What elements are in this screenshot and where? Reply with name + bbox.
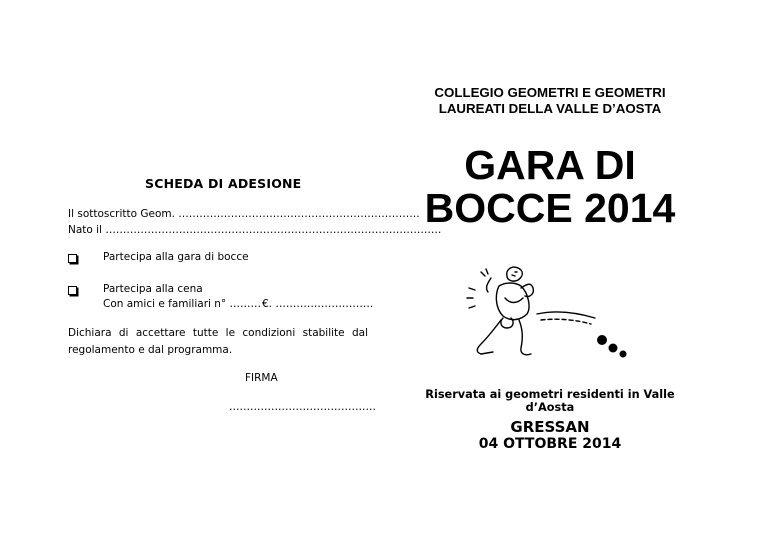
event-title-line-2: BOCCE 2014 — [424, 185, 676, 231]
event-subtitle: Riservata ai geometri residenti in Valle d’Aosta — [425, 388, 675, 414]
organizer-line-1: COLLEGIO GEOMETRI E GEOMETRI — [434, 85, 666, 100]
bocce-ball-icon — [609, 344, 618, 353]
event-date: 04 OTTOBRE 2014 — [478, 436, 622, 452]
name-field-line: Il sottoscritto Geom. …………………………………………………………… — [68, 208, 420, 220]
event-title — [410, 144, 690, 230]
event-location: GRESSAN — [510, 418, 590, 436]
birth-field-line: Nato il …………………………………………………………………………………… — [68, 224, 442, 236]
bocce-ball-icon — [597, 335, 607, 345]
checkbox-icon — [68, 254, 77, 263]
signature-line: …………………………………… — [229, 401, 376, 413]
option-bocce-label: Partecipa alla gara di bocce — [103, 251, 249, 263]
event-title-line-1: GARA DI — [464, 142, 636, 188]
checkbox-icon — [68, 286, 77, 295]
signature-label: FIRMA — [245, 372, 278, 384]
form-title: SCHEDA DI ADESIONE — [145, 176, 302, 191]
bocce-player-illustration — [455, 258, 635, 368]
dinner-guests-line: Con amici e familiari n° ……… — [103, 298, 262, 310]
euro-amount-line: €. ………………………. — [262, 298, 374, 310]
organizer-heading — [410, 85, 690, 117]
option-dinner-label: Partecipa alla cena — [103, 283, 203, 295]
bocce-ball-icon — [620, 351, 627, 358]
declaration-text: Dichiara di accettare tutte le condizioni stabilite dal regolamento e dal programma. — [68, 327, 368, 356]
organizer-line-2: LAUREATI DELLA VALLE D’AOSTA — [438, 101, 662, 116]
